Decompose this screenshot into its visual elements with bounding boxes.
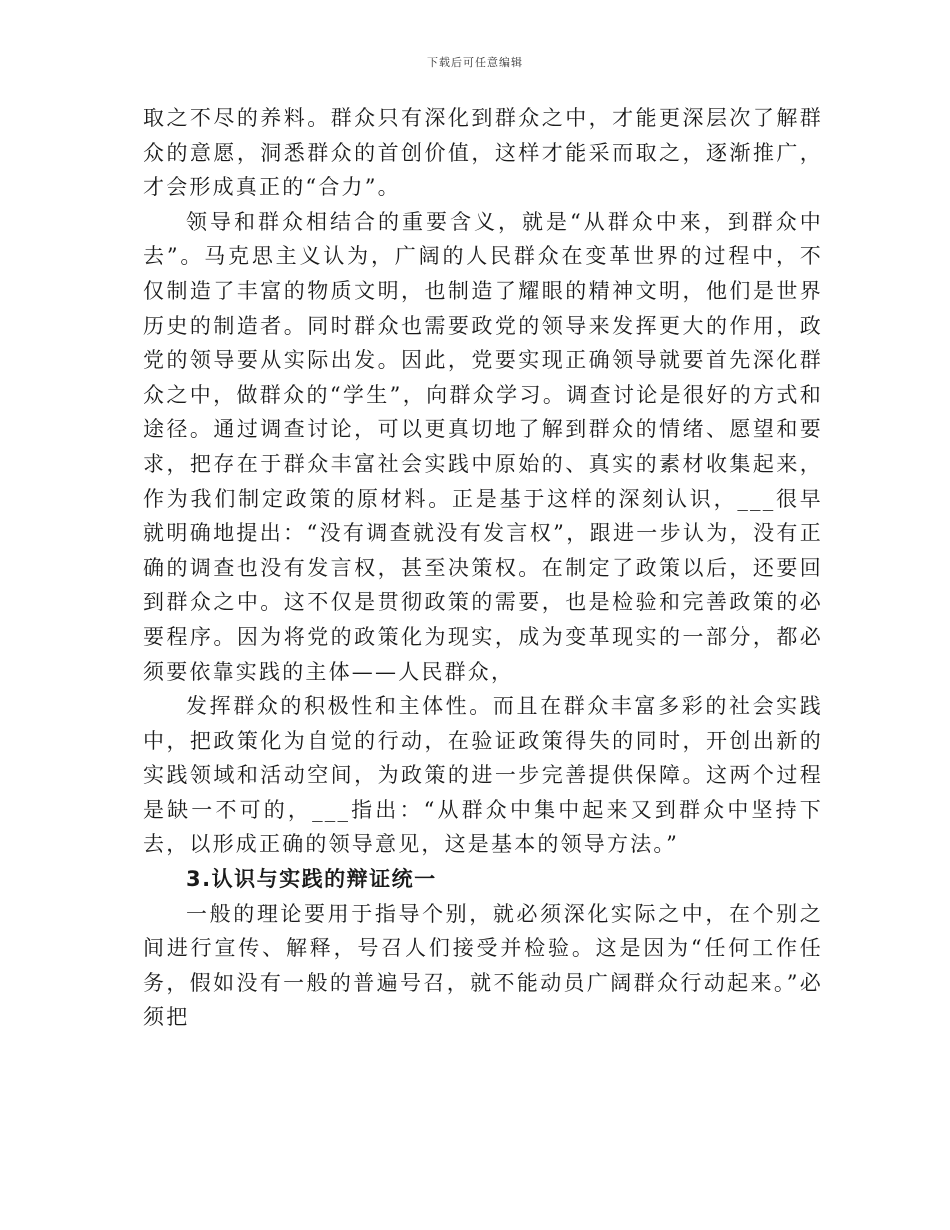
document-body: [143, 101, 823, 1035]
page-header: 下载后可任意编辑: [427, 56, 523, 69]
paragraph-4: 一般的理论要用于指导个别，就必须深化实际之中，在个别之间进行宣传、解释，号召人们接受并检验。这是因为“任何工作任务，假如没有一般的普遍号召，就不能动员广阔群众行动起来。”必须把: [143, 901, 823, 1030]
section-heading: 3.认识与实践的辩证统一: [186, 867, 437, 892]
paragraph-1: 取之不尽的养料。群众只有深化到群众之中，才能更深层次了解群众的意愿，洞悉群众的首创价值，这样才能采而取之，逐渐推广，才会形成真正的“合力”。: [143, 106, 823, 200]
paragraph-3: 发挥群众的积极性和主体性。而且在群众丰富多彩的社会实践中，把政策化为自觉的行动，在验证政策得失的同时，开创出新的实践领域和活动空间，为政策的进一步完善提供保障。这两个过程是缺一不可的，___指出：“从群众中集中起来又到群众中坚持下去，以形成正确的领导意见，这是基本的领导方法。”: [143, 694, 823, 857]
paragraph-2: 领导和群众相结合的重要含义，就是“从群众中来，到群众中去”。马克思主义认为，广阔的人民群众在变革世界的过程中，不仅制造了丰富的物质文明，也制造了耀眼的精神文明，他们是世界历史的制造者。同时群众也需要政党的领导来发挥更大的作用，政党的领导要从实际出发。因此，党要实现正确领导就要首先深化群众之中，做群众的“学生”，向群众学习。调查讨论是很好的方式和途径。通过调查讨论，可以更真切地了解到群众的情绪、愿望和要求，把存在于群众丰富社会实践中原始的、真实的素材收集起来，作为我们制定政策的原材料。正是基于这样的深刻认识，___很早就明确地提出：“没有调查就没有发言权”，跟进一步认为，没有正确的调查也没有发言权，甚至决策权。在制定了政策以后，还要回到群众之中。这不仅是贯彻政策的需要，也是检验和完善政策的必要程序。因为将党的政策化为现实，成为变革现实的一部分，都必须要依靠实践的主体——人民群众，: [143, 209, 823, 684]
